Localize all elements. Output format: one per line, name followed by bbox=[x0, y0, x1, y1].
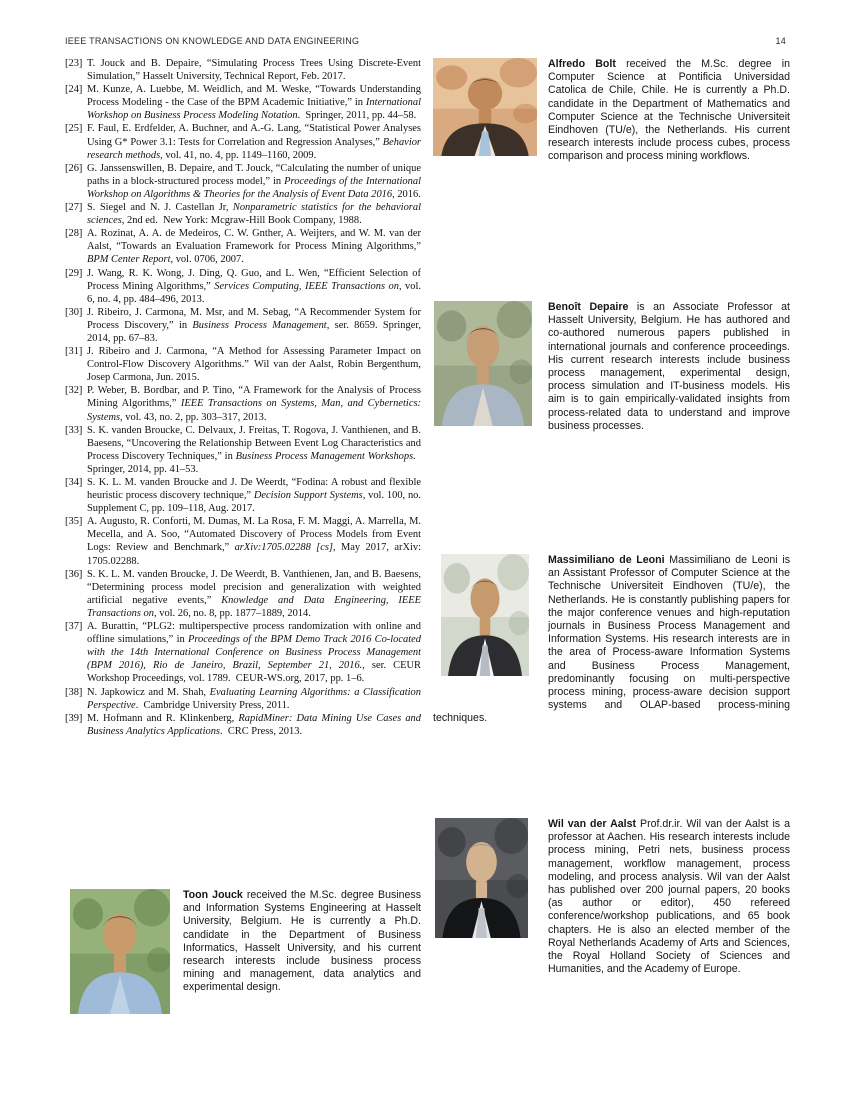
reference-number: [39] bbox=[65, 712, 83, 724]
reference-item: [32] P. Weber, B. Bordbar, and P. Tino, “A Framework for the Analysis of Process Mining Algorithms,” IEEE Transactions on Systems, Man, and Cybernetics: Systems, vol. 43, no. 2, pp. 303–317, 2013. bbox=[65, 385, 421, 423]
reference-item: [26] G. Janssenswillen, B. Depaire, and T. Jouck, “Calculating the number of unique paths in a block-structured process model,” in Proceedings of the International Workshop on Algorithms & Theories for the Analysis of Event Data 2016, 2016. bbox=[65, 162, 421, 200]
photo-frame bbox=[433, 58, 548, 170]
photo-frame bbox=[433, 554, 548, 700]
reference-item: [36] S. K. L. M. vanden Broucke, J. De Weerdt, B. Vanthienen, Jan, and B. Baesens, “Determining process model precision and generalization with weighted artificial negative events,” Knowledge and Data Engineering, IEEE Transactions on, vol. 26, no. 8, pp. 1877–1889, 2014. bbox=[65, 568, 421, 619]
reference-item: [39] M. Hofmann and R. Klinkenberg, RapidMiner: Data Mining Use Cases and Business Analytics Applications. CRC Press, 2013. bbox=[65, 712, 421, 737]
bio-toon-jouck bbox=[65, 889, 421, 1014]
bio-text: Toon Jouck received the M.Sc. degree Business and Information Systems Engineering at Hasselt University, Belgium. He is currently a Ph.D. candidate in the Department of Business Informatics, Hasselt University, and his current research interests include business process mining and management, data analytics and experimental design. bbox=[183, 889, 421, 994]
reference-item: [38] N. Japkowicz and M. Shah, Evaluating Learning Algorithms: a Classification Perspective. Cambridge University Press, 2011. bbox=[65, 686, 421, 711]
bio-wil-van-der-aalst bbox=[433, 818, 790, 976]
reference-item: [23] T. Jouck and B. Depaire, “Simulating Process Trees Using Discrete-Event Simulation,” Hasselt University, Technical Report, Feb. 2017. bbox=[65, 58, 421, 83]
photo-frame bbox=[65, 889, 183, 1014]
bio-text: Benoît Depaire is an Associate Professor at Hasselt University, Belgium. He has authored and co-authored numerous papers published in international journals and conference proceedings. His current research interests include business process management, experimental design, process simulation and IT-business models. His aim is to gain empirically-validated insights from process-related data to understand and improve business processes. bbox=[548, 301, 790, 432]
reference-item: [33] S. K. vanden Broucke, C. Delvaux, J. Freitas, T. Rogova, J. Vanthienen, and B. Baesens, “Uncovering the Relationship Between Event Log Characteristics and Process Discovery Techniques,” in Business Process Management Workshops. Springer, 2014, pp. 41–53. bbox=[65, 424, 421, 475]
reference-item: [28] A. Rozinat, A. A. de Medeiros, C. W. Gnther, A. Weijters, and W. M. van der Aalst, “Towards an Evaluation Framework for Process Mining Algorithms,” BPM Center Report, vol. 0706, 2007. bbox=[65, 228, 421, 266]
reference-item: [25] F. Faul, E. Erdfelder, A. Buchner, and A.-G. Lang, “Statistical Power Analyses Using G* Power 3.1: Tests for Correlation and Regression Analyses,” Behavior research methods, vol. 41, no. 4, pp. 1149–1160, 2009. bbox=[65, 123, 421, 161]
bio-text: Wil van der Aalst Prof.dr.ir. Wil van der Aalst is a professor at Aachen. His research interests include process mining, Petri nets, business process management, workflow management, process modeling, and process analysis. Wil van der Aalst has published over 200 journal papers, 20 books (as author or editor), 450 refereed conference/workshop publications, and 65 book chapters. He is also an elected member of the Royal Netherlands Academy of Arts and Sciences, the Royal Holland Society of Sciences and Humanities, and the Academy of Europe. bbox=[548, 818, 790, 976]
reference-item: [37] A. Burattin, “PLG2: multiperspective process randomization with online and offline simulations,” in Proceedings of the BPM Demo Track 2016 Co-located with the 14th International Conference on Business Process Management (BPM 2016), Rio de Janeiro, Brazil, September 21, 2016., ser. CEUR Workshop Proceedings, vol. 1789. CEUR-WS.org, 2017, pp. 1–6. bbox=[65, 621, 422, 685]
reference-number: [28] bbox=[65, 228, 83, 240]
reference-number: [35] bbox=[65, 516, 83, 528]
reference-number: [37] bbox=[65, 621, 83, 633]
wil-van-der-aalst-photo bbox=[435, 818, 528, 938]
reference-number: [32] bbox=[65, 385, 83, 397]
author-name: Massimiliano de Leoni bbox=[548, 554, 665, 566]
reference-item: [27] S. Siegel and N. J. Castellan Jr, Nonparametric statistics for the behavioral sciences, 2nd ed. New York: Mcgraw-Hill Book Company, 1988. bbox=[65, 202, 421, 227]
running-header bbox=[65, 36, 786, 46]
bio-benoit-depaire bbox=[433, 301, 790, 435]
massimiliano-de-leoni-photo bbox=[441, 554, 529, 676]
reference-number: [26] bbox=[65, 162, 83, 174]
alfredo-bolt-photo bbox=[433, 58, 537, 156]
reference-number: [38] bbox=[65, 686, 83, 698]
reference-number: [34] bbox=[65, 477, 83, 488]
author-name: Benoît Depaire bbox=[548, 301, 629, 313]
author-name: Alfredo Bolt bbox=[548, 58, 616, 70]
reference-item: [35] A. Augusto, R. Conforti, M. Dumas, M. La Rosa, F. M. Maggi, A. Marrella, M. Mecella, and A. Soo, “Automated Discovery of Process Models from Event Logs: Review and Benchmark,” arXiv:1705.02288 [cs], May 2017, arXiv: 1705.02288. bbox=[65, 516, 421, 567]
author-name: Wil van der Aalst bbox=[548, 818, 637, 830]
reference-item: [30] J. Ribeiro, J. Carmona, M. Msr, and M. Sebag, “A Recommender System for Process Discovery,” in Business Process Management, ser. 8659. Springer, 2014, pp. 67–83. bbox=[65, 306, 421, 344]
photo-frame bbox=[433, 818, 548, 964]
bio-text: Alfredo Bolt received the M.Sc. degree in Computer Science at Pontificia Universidad Catolica de Chile, Chile. He is currently a Ph.D. candidate in the Department of Mathematics and Computer Science at the Technische Universiteit Eindhoven (TU/e), the Netherlands. His current research interests include process cubes, process comparison and process mining workflows. bbox=[548, 58, 790, 163]
reference-number: [33] bbox=[65, 424, 83, 436]
bio-massimiliano-de-leoni bbox=[433, 554, 790, 726]
bio-text: Massimiliano de Leoni Massimiliano de Leoni is an Assistant Professor of Computer Science at the Technische Universiteit Eindhoven (TU/e), the Netherlands. He is constantly publishing papers for the major conference venues and high-reputation journals in Business Process Management and Information Systems. His research interests are in the area of Process-aware Information Systems and Business Process Management, predominantly focusing on multi-perspective process mining, process-aware decision support systems and OLAP-based process-mining techniques. bbox=[433, 554, 790, 725]
page-number: 14 bbox=[775, 36, 786, 46]
benoit-depaire-photo bbox=[434, 301, 532, 426]
author-name: Toon Jouck bbox=[183, 889, 243, 901]
reference-number: [30] bbox=[65, 306, 83, 318]
toon-jouck-photo bbox=[70, 889, 170, 1014]
journal-title: IEEE TRANSACTIONS ON KNOWLEDGE AND DATA ENGINEERING bbox=[65, 36, 360, 46]
bio-alfredo-bolt bbox=[433, 58, 790, 170]
reference-number: [31] bbox=[65, 346, 83, 358]
reference-item: [34] S. K. L. M. vanden Broucke and J. De Weerdt, “Fodina: A robust and flexible heuristic process discovery technique,” Decision Support Systems, vol. 100, no. Supplement C, pp. 109–118, Aug. 2017. bbox=[65, 477, 421, 515]
reference-number: [23] bbox=[65, 58, 83, 69]
reference-number: [27] bbox=[65, 202, 83, 214]
reference-number: [29] bbox=[65, 267, 83, 279]
reference-number: [36] bbox=[65, 568, 83, 580]
photo-frame bbox=[433, 301, 548, 435]
reference-item: [31] J. Ribeiro and J. Carmona, “A Method for Assessing Parameter Impact on Control-Flow Discovery Algorithms.” Wil van der Aalst, Robin Bergenthum, Josep Carmona, Jun. 2015. bbox=[65, 346, 421, 384]
reference-number: [24] bbox=[65, 84, 83, 96]
reference-number: [25] bbox=[65, 123, 83, 135]
reference-item: [24] M. Kunze, A. Luebbe, M. Weidlich, and M. Weske, “Towards Understanding Process Modeling - the Case of the BPM Academic Initiative,” in International Workshop on Business Process Modeling Notation. Springer, 2011, pp. 44–58. bbox=[65, 84, 421, 122]
reference-item: [29] J. Wang, R. K. Wong, J. Ding, Q. Guo, and L. Wen, “Efficient Selection of Process Mining Algorithms,” Services Computing, IEEE Transactions on, vol. 6, no. 4, pp. 484–496, 2013. bbox=[65, 267, 421, 305]
reference-list bbox=[65, 57, 421, 738]
